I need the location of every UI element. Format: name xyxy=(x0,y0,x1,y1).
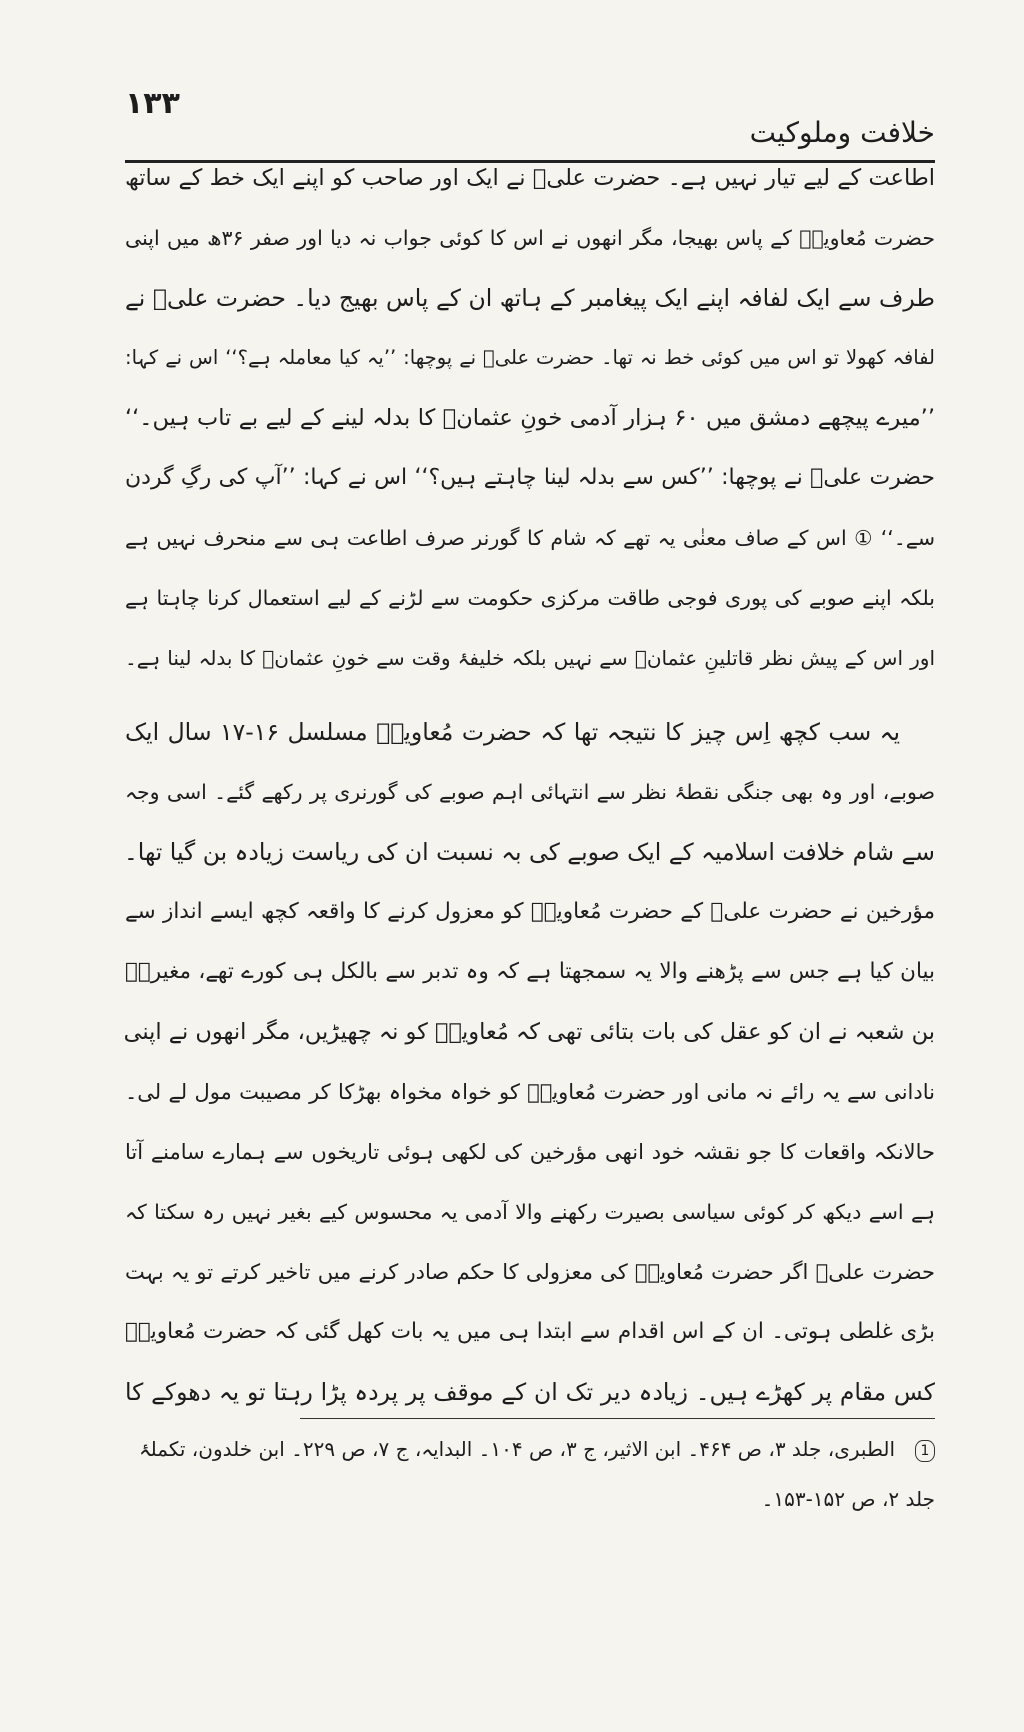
page-number: ۱۳۳ xyxy=(125,86,180,121)
text-line: اور اس کے پیش نظر قاتلینِ عثمانؓ سے نہیں بلکہ خلیفۂ وقت سے خونِ عثمانؓ کا بدلہ لینا ہے۔ xyxy=(125,646,935,670)
text-line: حالانکہ واقعات کا جو نقشہ خود انھی مؤرخین کی لکھی ہوئی تاریخوں سے ہمارے سامنے آتا xyxy=(125,1140,935,1164)
text-line: کس مقام پر کھڑے ہیں۔ زیادہ دیر تک ان کے موقف پر پردہ پڑا رہتا تو یہ دھوکے کا xyxy=(125,1378,935,1406)
running-title: خلافت وملوکیت xyxy=(749,116,935,149)
text-line: مؤرخین نے حضرت علیؓ کے حضرت مُعاویہؓ کو معزول کرنے کا واقعہ کچھ ایسے انداز سے xyxy=(125,899,935,924)
text-line: اطاعت کے لیے تیار نہیں ہے۔ حضرت علیؓ نے ایک اور صاحب کو اپنے ایک خط کے ساتھ xyxy=(125,165,935,191)
text-line: سے۔‘‘ ① اس کے صاف معنٰی یہ تھے کہ شام کا گورنر صرف اطاعت ہی سے منحرف نہیں ہے xyxy=(125,526,935,550)
text-line: صوبے، اور وہ بھی جنگی نقطۂ نظر سے انتہائی اہم صوبے کی گورنری پر رکھے گئے۔ اسی وجہ xyxy=(125,780,935,804)
text-line: ’’میرے پیچھے دمشق میں ۶۰ ہزار آدمی خونِ عثمانؓ کا بدلہ لینے کے لیے بے تاب ہیں۔‘‘ xyxy=(125,405,935,431)
footnote-1 xyxy=(125,1432,935,1466)
text-line: سے شام خلافت اسلامیہ کے ایک صوبے کی بہ نسبت ان کی ریاست زیادہ بن گیا تھا۔ xyxy=(124,838,935,866)
footnote-line: الطبری، جلد ۳، ص ۴۶۴۔ ابن الاثیر، ج ۳، ص ۱۰۴۔ البدایہ، ج ۷، ص ۲۲۹۔ ابن خلدون، تکملۂ xyxy=(138,1437,895,1461)
footnote-marker: 1 xyxy=(915,1440,935,1462)
footnote-1-continuation xyxy=(125,1482,935,1516)
text-line: حضرت علیؓ نے پوچھا: ’’کس سے بدلہ لینا چاہتے ہیں؟‘‘ اس نے کہا: ’’آپ کی رگِ گردن xyxy=(125,465,935,490)
text-line: بلکہ اپنے صوبے کی پوری فوجی طاقت مرکزی حکومت سے لڑنے کے لیے استعمال کرنا چاہتا ہے xyxy=(125,586,935,610)
text-line: حضرت مُعاویہؓ کے پاس بھیجا، مگر انھوں نے اس کا کوئی جواب نہ دیا اور صفر ۳۶ھ میں اپنی xyxy=(125,226,935,250)
text-line: لفافہ کھولا تو اس میں کوئی خط نہ تھا۔ حضرت علیؓ نے پوچھا: ’’یہ کیا معاملہ ہے؟‘‘ اس نے کہا: xyxy=(125,346,935,369)
text-line: ہے اسے دیکھ کر کوئی سیاسی بصیرت رکھنے والا آدمی یہ محسوس کیے بغیر نہیں رہ سکتا کہ xyxy=(125,1200,935,1224)
text-line: حضرت علیؓ اگر حضرت مُعاویہؓ کی معزولی کا حکم صادر کرنے میں تاخیر کرتے تو یہ بہت xyxy=(125,1260,935,1284)
text-line: یہ سب کچھ اِس چیز کا نتیجہ تھا کہ حضرت مُعاویہؓ مسلسل ۱۶-۱۷ سال ایک xyxy=(125,718,900,746)
text-line: بڑی غلطی ہوتی۔ ان کے اس اقدام سے ابتدا ہی میں یہ بات کھل گئی کہ حضرت مُعاویہؓ xyxy=(125,1319,935,1344)
footnote-rule xyxy=(300,1418,935,1419)
text-line: نادانی سے یہ رائے نہ مانی اور حضرت مُعاویہؓ کو خواہ مخواہ بھڑکا کر مصیبت مول لے لی۔ xyxy=(125,1080,935,1104)
text-line: بن شعبہ نے ان کو عقل کی بات بتائی تھی کہ مُعاویہؓ کو نہ چھیڑیں، مگر انھوں نے اپنی xyxy=(123,1019,935,1045)
footnote-line: جلد ۲، ص ۱۵۲-۱۵۳۔ xyxy=(761,1487,935,1511)
text-line: بیان کیا ہے جس سے پڑھنے والا یہ سمجھتا ہے کہ وہ تدبر سے بالکل ہی کورے تھے، مغیرہؓ xyxy=(125,959,935,984)
text-line: طرف سے ایک لفافہ اپنے ایک پیغامبر کے ہاتھ ان کے پاس بھیج دیا۔ حضرت علیؓ نے xyxy=(125,284,935,312)
